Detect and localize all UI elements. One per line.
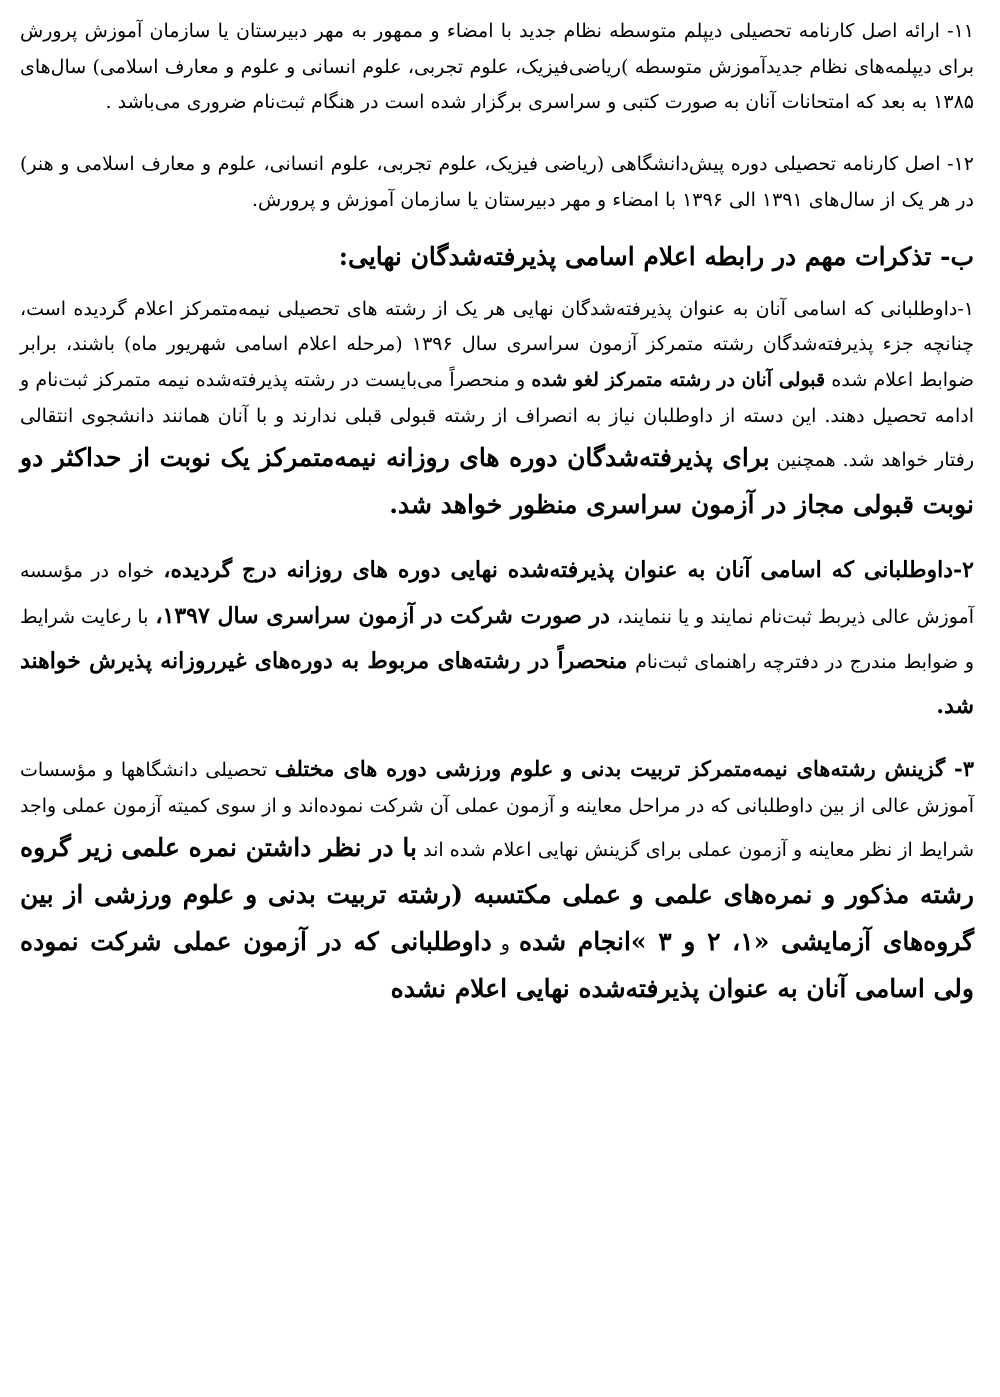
note-item-2-text-2: با رعایت شرایط و ضوابط مندرج در دفترچه راهنمای ثبت‌نام	[20, 605, 974, 673]
note-item-2-bold-exclusive: منحصراً در رشته‌های مربوط به دوره‌های غیرروزانه پذیرش خواهند شد.	[20, 647, 974, 719]
note-item-1-bold-admission: برای پذیرفته‌شدگان دوره های روزانه نیمه‌متمرکز یک نوبت از حداکثر دو نوبت قبولی مجاز در آزمون سراسری منظور خواهد شد.	[20, 443, 974, 520]
note-item-3-bold-candidates: داوطلبانی که در آزمون عملی شرکت نموده ولی اسامی آنان به عنوان پذیرفته‌شده نهایی اعلام نشده	[20, 927, 974, 1004]
note-item-3	[20, 749, 974, 1012]
note-item-1	[20, 292, 974, 529]
note-item-3-bold-lead: ۳- گزینش رشته‌های نیمه‌متمرکز تربیت بدنی و علوم ورزشی دوره های مختلف	[274, 755, 975, 781]
paragraph-item-12: ۱۲- اصل کارنامه تحصیلی دوره پیش‌دانشگاهی (ریاضی فیزیک، علوم تجربی، علوم انسانی، علوم و معارف اسلامی و هنر) در هر یک از سال‌های ۱۳۹۱ الی ۱۳۹۶ با امضاء و مهر دبیرستان یا سازمان آموزش و پرورش.	[20, 153, 974, 211]
note-item-3-text: تحصیلی دانشگاهها و مؤسسات آموزش عالی از بین داوطلبانی که در مراحل معاینه و آزمون عملی آن شرکت نموده‌اند و از سوی کمیته آزمون عملی واجد شرایط از نظر معاینه و آزمون عملی برای گزینش نهایی اعلام شده اند	[20, 758, 974, 862]
note-item-1-body	[20, 292, 974, 529]
note-item-1-text: ۱-داوطلبانی که اسامی آنان به عنوان پذیرفته‌شدگان نهایی هر یک از رشته های تحصیلی نیمه‌متمرکز اعلام گردیده است، چنانچه جزء پذیرفته‌شدگان رشته متمرکز آزمون سراسری سال ۱۳۹۶ (مرحله اعلام اسامی شهریور ماه) باشند، برابر ضوابط اعلام شده	[20, 297, 975, 392]
note-item-2-body	[20, 548, 974, 728]
note-item-1-bold-cancel: قبولی آنان در رشته متمرکز لغو شده	[531, 369, 826, 392]
note-item-2	[20, 548, 974, 728]
paragraph-item-11: ۱۱- ارائه اصل کارنامه تحصیلی دیپلم متوسطه نظام جدید با امضاء و ممهور به مهر دبیرستان یا سازمان آموزش پرورش برای دیپلمه‌های نظام جدیدآموزش متوسطه )ریاضی‌فیزیک، علوم تجربی، علوم انسانی و علوم و معارف اسلامی) سال‌های ۱۳۸۵ به بعد که امتحانات آنان به صورت کتبی و سراسری برگزار شده است در هنگام ثبت‌نام ضروری می‌باشد .	[20, 20, 974, 114]
section-heading-b: ب- تذکرات مهم در رابطه اعلام اسامی پذیرفته‌شدگان نهایی:	[338, 241, 974, 271]
note-item-3-text-2: و	[500, 933, 510, 956]
note-item-1-text-2: و منحصراً می‌بایست در رشته پذیرفته‌شده نیمه متمرکز ثبت‌نام و ادامه تحصیل دهند. این دسته از داوطلبان نیاز به انصراف از رشته قبولی قبلی ندارند و با آنان همانند دانشجوی انتقالی رفتار خواهد شد. همچنین	[20, 369, 975, 472]
note-item-3-bold-criteria: با در نظر داشتن نمره علمی زیر گروه رشته مذکور و نمره‌های علمی و عملی مکتسبه (رشته تربیت بدنی و علوم ورزشی از بین گروه‌های آزمایشی «۱، ۲ و ۳ »انجام شده	[20, 833, 975, 957]
note-item-3-body	[20, 749, 974, 1012]
note-item-2-text: خواه در مؤسسه آموزش عالی ذیربط ثبت‌نام نمایند و یا ننمایند،	[20, 560, 974, 628]
note-item-2-bold-lead: ۲-داوطلبانی که اسامی آنان به عنوان پذیرفته‌شده نهایی دوره های روزانه درج گردیده،	[163, 557, 974, 584]
note-item-2-bold-exam: در صورت شرکت در آزمون سراسری سال ۱۳۹۷،	[155, 602, 610, 629]
